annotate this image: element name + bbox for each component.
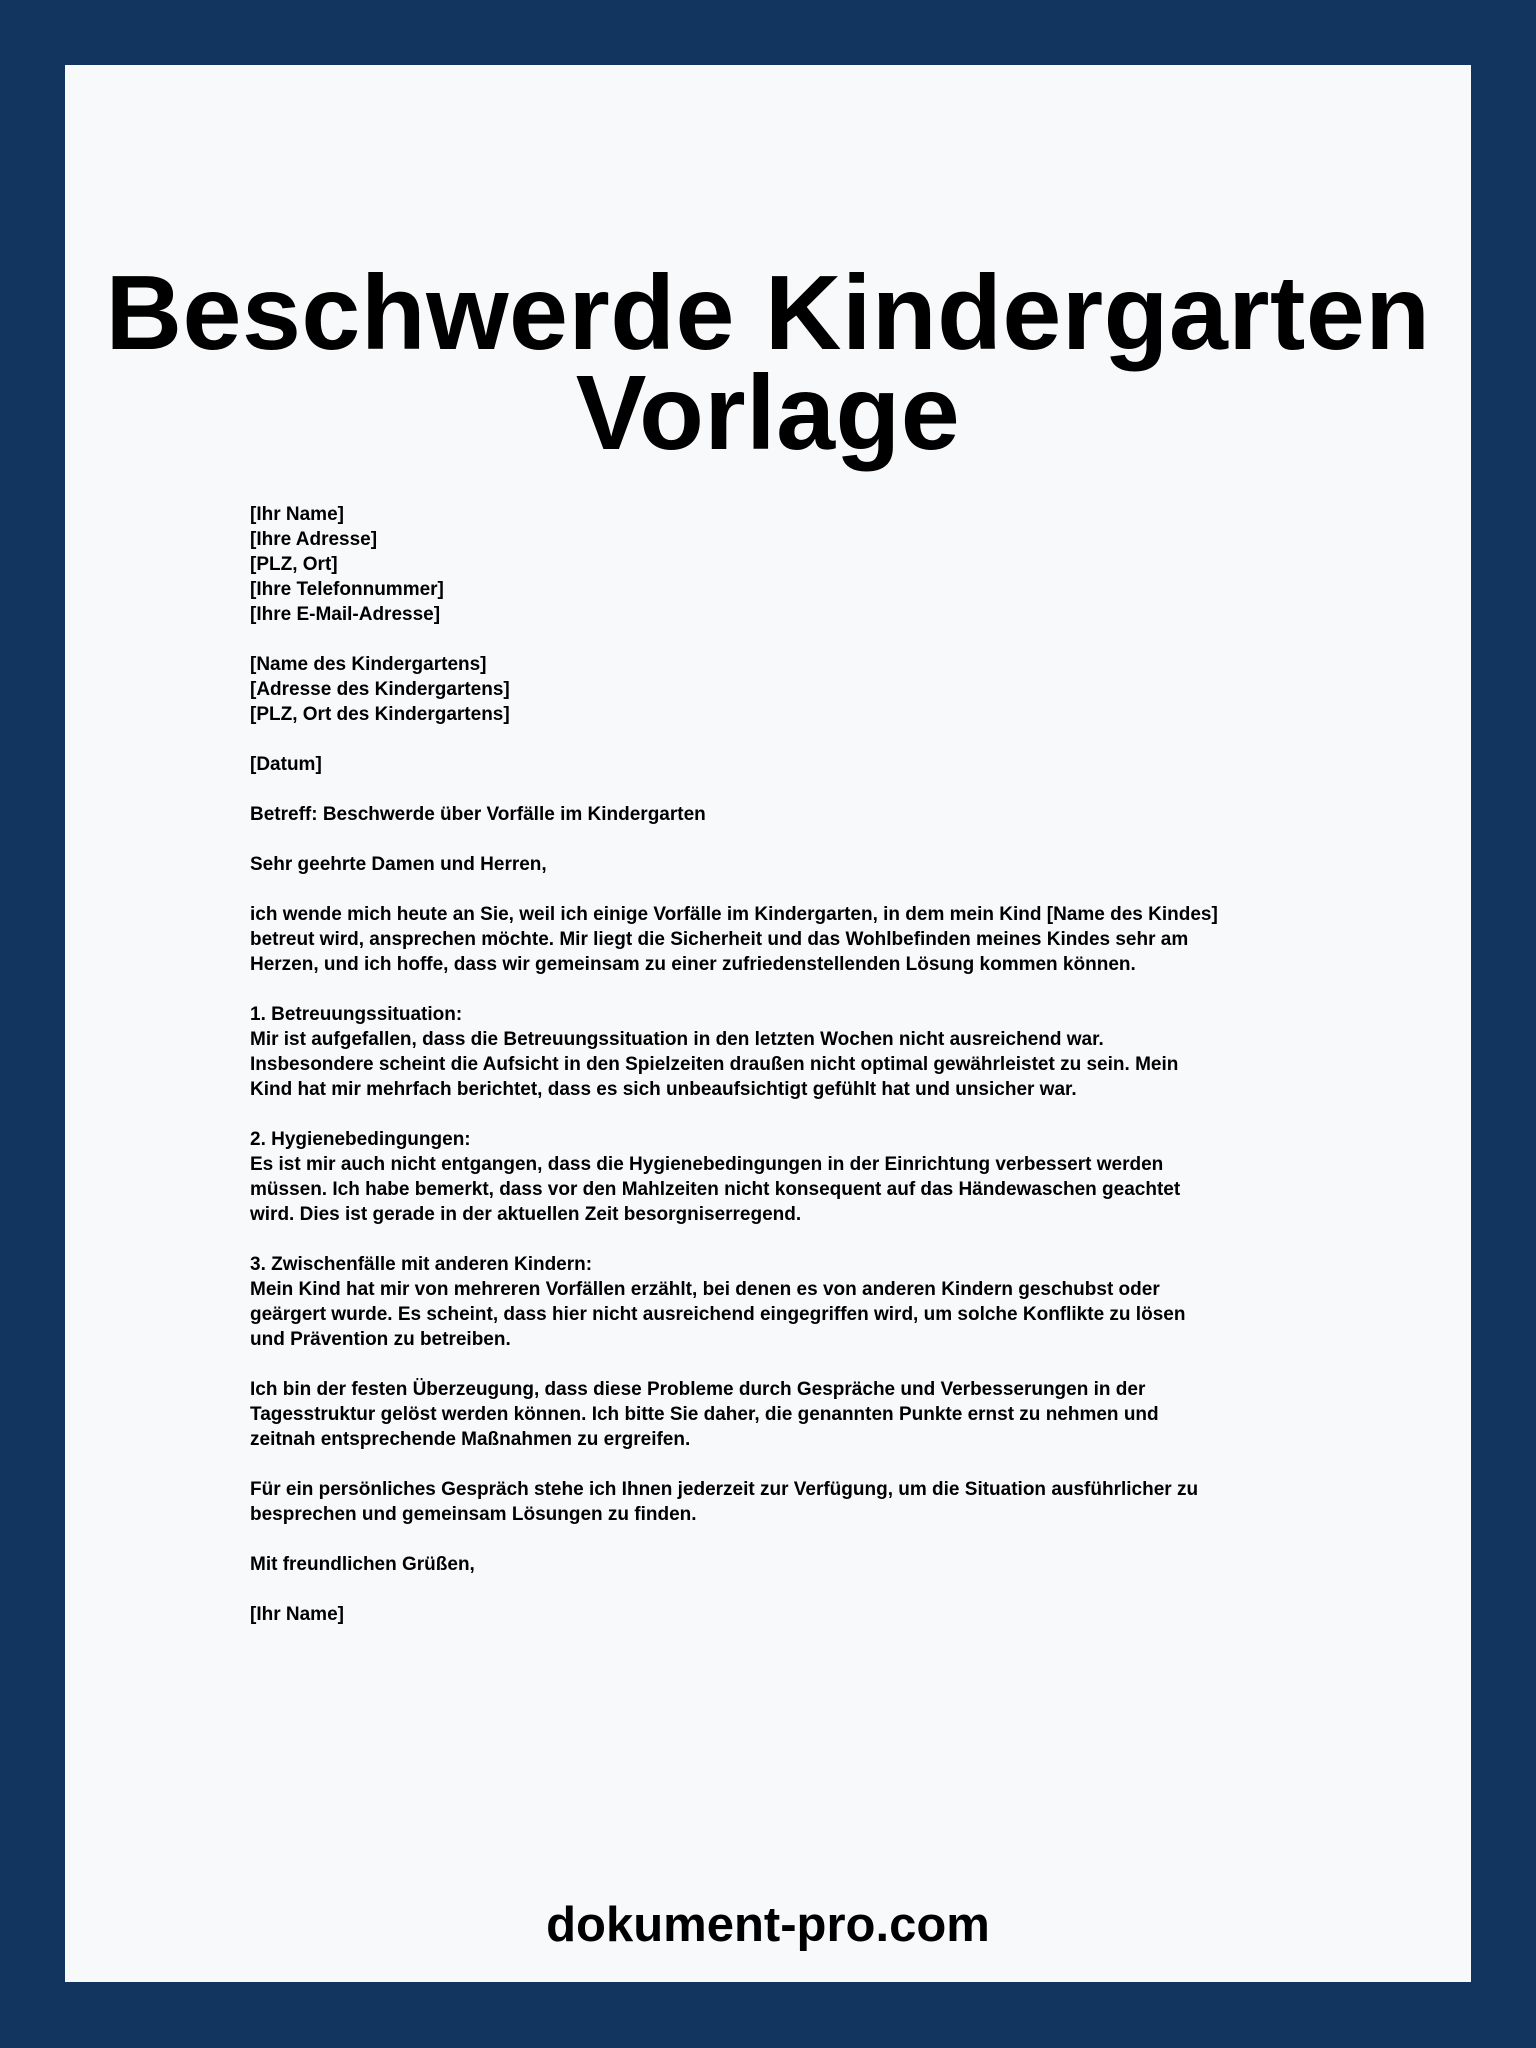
sender-email: [Ihre E-Mail-Adresse] bbox=[250, 604, 441, 625]
salutation-block bbox=[250, 852, 1350, 877]
section-line: müssen. Ich habe bemerkt, dass vor den Mahlzeiten nicht konsequent auf das Händewaschen geachtet bbox=[250, 1179, 1181, 1200]
letter-closing: Mit freundlichen Grüßen, bbox=[250, 1554, 475, 1575]
section-line: wird. Dies ist gerade in der aktuellen Zeit besorgniserregend. bbox=[250, 1204, 802, 1225]
section-betreuung bbox=[250, 1002, 1350, 1102]
section-line: Insbesondere scheint die Aufsicht in den Spielzeiten draußen nicht optimal gewährleistet zu sein. Mein bbox=[250, 1054, 1179, 1075]
section-line: Mir ist aufgefallen, dass die Betreuungssituation in den letzten Wochen nicht ausreichend war. bbox=[250, 1029, 1104, 1050]
offer-line: besprechen und gemeinsam Lösungen zu finden. bbox=[250, 1504, 697, 1525]
document-page bbox=[65, 65, 1471, 1982]
sender-city: [PLZ, Ort] bbox=[250, 554, 338, 575]
section-line: Mein Kind hat mir von mehreren Vorfällen erzählt, bei denen es von anderen Kindern geschubst oder bbox=[250, 1279, 1160, 1300]
subject-block bbox=[250, 802, 1350, 827]
section-line: Kind hat mir mehrfach berichtet, dass es sich unbeaufsichtigt gefühlt hat und unsicher war. bbox=[250, 1079, 1077, 1100]
title-line-2: Vorlage bbox=[575, 354, 961, 472]
intro-line: ich wende mich heute an Sie, weil ich einige Vorfälle im Kindergarten, in dem mein Kind [Name des Kindes] bbox=[250, 904, 1218, 925]
closing-block bbox=[250, 1552, 1350, 1577]
section-line: Es ist mir auch nicht entgangen, dass die Hygienebedingungen in der Einrichtung verbessert werden bbox=[250, 1154, 1164, 1175]
intro-line: betreut wird, ansprechen möchte. Mir liegt die Sicherheit und das Wohlbefinden meines Kindes sehr am bbox=[250, 929, 1189, 950]
letter-signature: [Ihr Name] bbox=[250, 1604, 344, 1625]
document-title bbox=[65, 254, 1471, 472]
section-line: geärgert wurde. Es scheint, dass hier nicht ausreichend eingegriffen wird, um solche Konflikte zu lösen bbox=[250, 1304, 1186, 1325]
sender-phone: [Ihre Telefonnummer] bbox=[250, 579, 444, 600]
letter-date: [Datum] bbox=[250, 754, 322, 775]
conviction-paragraph bbox=[250, 1377, 1350, 1452]
conviction-line: Tagesstruktur gelöst werden können. Ich bitte Sie daher, die genannten Punkte ernst zu nehmen und bbox=[250, 1404, 1159, 1425]
title-line-1: Beschwerde Kindergarten bbox=[105, 254, 1431, 372]
signature-block bbox=[250, 1602, 1350, 1627]
section-line: und Prävention zu betreiben. bbox=[250, 1329, 511, 1350]
offer-line: Für ein persönliches Gespräch stehe ich Ihnen jederzeit zur Verfügung, um die Situation ausführlicher zu bbox=[250, 1479, 1199, 1500]
intro-line: Herzen, und ich hoffe, dass wir gemeinsam zu einer zufriedenstellenden Lösung kommen können. bbox=[250, 954, 1136, 975]
sender-name: [Ihr Name] bbox=[250, 504, 344, 525]
offer-paragraph bbox=[250, 1477, 1350, 1527]
section-heading: 3. Zwischenfälle mit anderen Kindern: bbox=[250, 1254, 593, 1275]
conviction-line: zeitnah entsprechende Maßnahmen zu ergreifen. bbox=[250, 1429, 691, 1450]
section-zwischenfaelle bbox=[250, 1252, 1350, 1352]
intro-paragraph bbox=[250, 902, 1350, 977]
recipient-city: [PLZ, Ort des Kindergartens] bbox=[250, 704, 510, 725]
sender-block bbox=[250, 502, 1350, 627]
conviction-line: Ich bin der festen Überzeugung, dass diese Probleme durch Gespräche und Verbesserungen in der bbox=[250, 1379, 1146, 1400]
recipient-block bbox=[250, 652, 1350, 727]
section-hygiene bbox=[250, 1127, 1350, 1227]
section-heading: 2. Hygienebedingungen: bbox=[250, 1129, 471, 1150]
date-block bbox=[250, 752, 1350, 777]
letter-body bbox=[250, 502, 1350, 1652]
site-footer: dokument-pro.com bbox=[546, 1898, 990, 1952]
letter-salutation: Sehr geehrte Damen und Herren, bbox=[250, 854, 547, 875]
sender-address: [Ihre Adresse] bbox=[250, 529, 378, 550]
recipient-name: [Name des Kindergartens] bbox=[250, 654, 487, 675]
recipient-address: [Adresse des Kindergartens] bbox=[250, 679, 510, 700]
section-heading: 1. Betreuungssituation: bbox=[250, 1004, 463, 1025]
letter-subject: Betreff: Beschwerde über Vorfälle im Kindergarten bbox=[250, 804, 706, 825]
